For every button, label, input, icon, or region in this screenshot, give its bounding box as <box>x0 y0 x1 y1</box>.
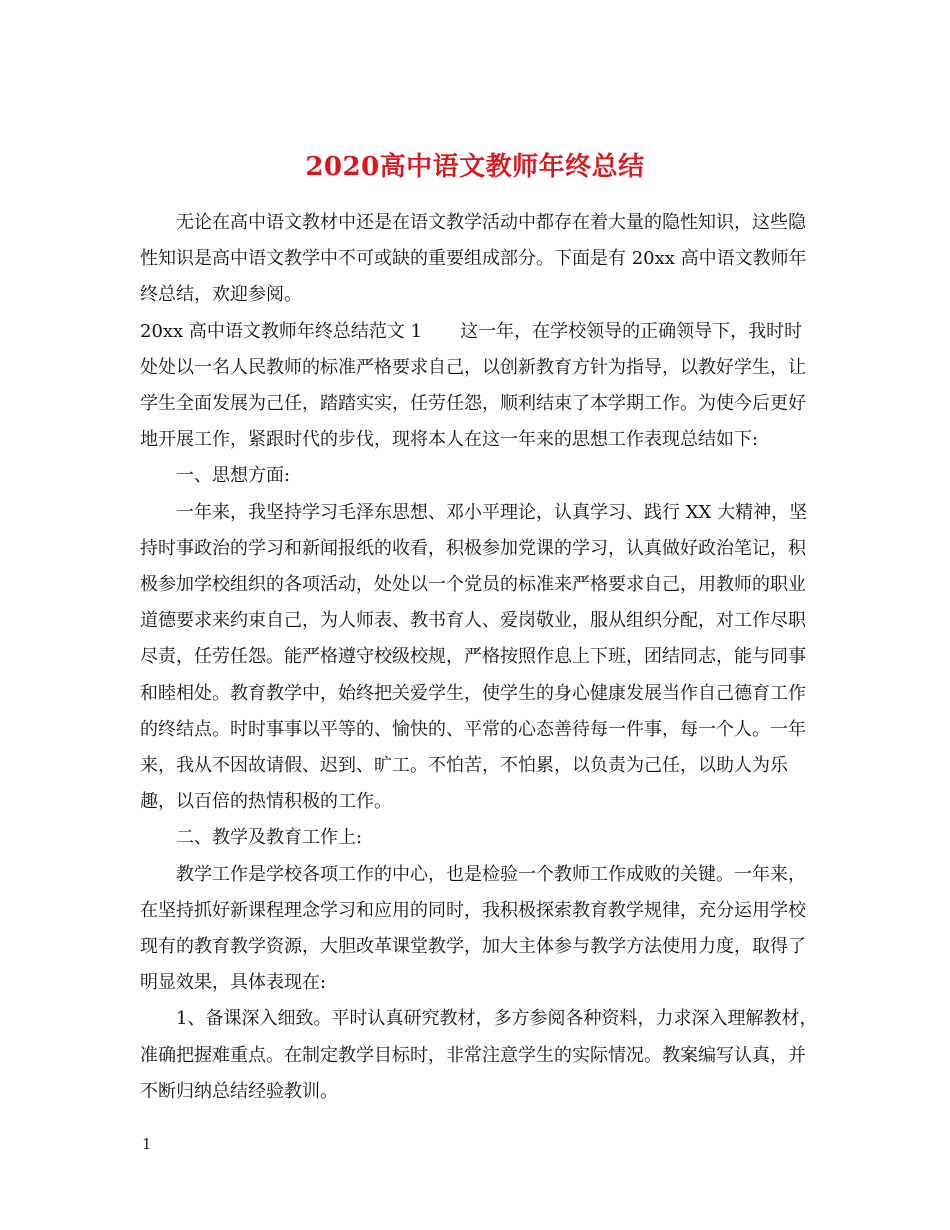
section-1-heading: 一、思想方面: <box>176 465 291 487</box>
intro-paragraph: 无论在高中语文教材中还是在语文教学活动中都存在着大量的隐性知识，这些隐性知识是高中语文教学中不可或缺的重要组成部分。下面是有 20xx 高中语文教师年终总结，欢迎参阅。 <box>140 212 807 306</box>
document-body <box>140 205 820 1110</box>
document-title: 2020高中语文教师年终总结 <box>305 152 645 183</box>
sample-paragraph <box>140 314 820 459</box>
sample-heading: 20xx 高中语文教师年终总结范文 1 <box>140 320 423 342</box>
section-1-body: 一年来，我坚持学习毛泽东思想、邓小平理论，认真学习、践行 XX 大精神，坚持时事政治的学习和新闻报纸的收看，积极参加党课的学习，认真做好政治笔记，积极参加学校组织的各项活动，处处以一个党员的标准来严格要求自己，用教师的职业道德要求来约束自己，为人师表、教书育人、爱岗敬业，服从组织分配，对工作尽职尽责，任劳任怨。能严格遵守校级校规，严格按照作息上下班，团结同志，能与同事和睦相处。教育教学中，始终把关爱学生，使学生的身心健康发展当作自己德育工作的终结点。时时事事以平等的、愉快的、平常的心态善待每一件事，每一个人。一年来，我从不因故请假、迟到、旷工。不怕苦，不怕累，以负责为己任，以助人为乐趣，以百倍的热情积极的工作。 <box>140 501 808 813</box>
sample-intro: 这一年，在学校领导的正确领导下，我时时处处以一名人民教师的标准严格要求自己，以创新教育方针为指导，以教好学生，让学生全面发展为己任，踏踏实实，任劳任怨，顺利结束了本学期工作。为使今后更好地开展工作，紧跟时代的步伐，现将本人在这一年来的思想工作表现总结如下: <box>140 320 806 451</box>
page-number: 1 <box>142 1135 152 1153</box>
section-2-body: 教学工作是学校各项工作的中心，也是检验一个教师工作成败的关键。一年来，在坚持抓好新课程理念学习和应用的同时，我积极探索教育教学规律，充分运用学校现有的教育教学资源，大胆改革课堂教学，加大主体参与教学方法使用力度，取得了明显效果，具体表现在: <box>140 863 806 994</box>
item-1-paragraph: 1、备课深入细致。平时认真研究教材，多方参阅各种资料，力求深入理解教材，准确把握难重点。在制定教学目标时，非常注意学生的实际情况。教案编写认真，并不断归纳总结经验教训。 <box>140 1008 818 1102</box>
section-2-heading: 二、教学及教育工作上: <box>176 827 363 849</box>
